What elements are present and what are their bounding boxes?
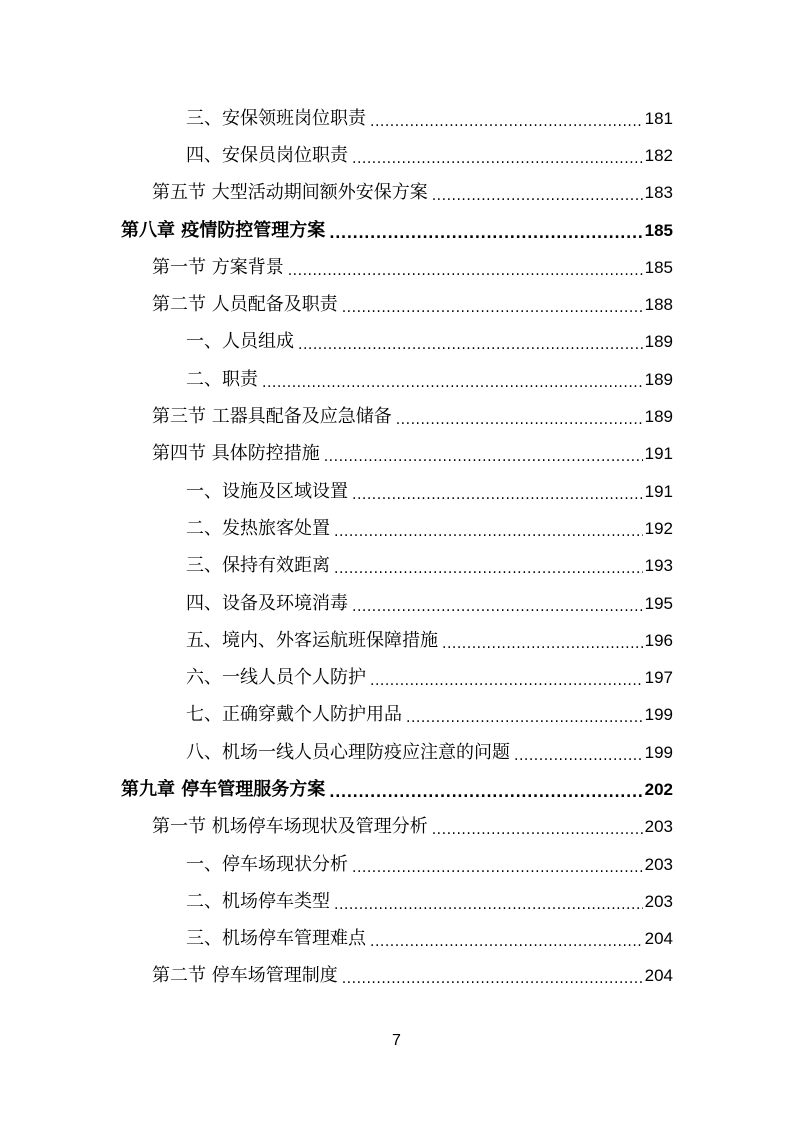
toc-entry-page: 189	[644, 332, 673, 352]
toc-dot-leader	[370, 930, 643, 954]
toc-entry-page: 199	[644, 705, 673, 725]
toc-dot-leader	[342, 296, 643, 320]
toc-entry-title: 第八章 疫情防控管理方案	[121, 219, 326, 241]
toc-entry-title: 八、机场一线人员心理防疫应注意的问题	[186, 741, 510, 763]
toc-entry-page: 185	[644, 257, 673, 277]
toc-dot-leader	[334, 893, 643, 917]
toc-entry-item[interactable]	[0, 361, 793, 398]
toc-entry-title: 三、机场停车管理难点	[186, 928, 366, 950]
table-of-contents	[0, 100, 793, 995]
toc-entry-page: 203	[644, 854, 673, 874]
toc-entry-page: 183	[644, 183, 673, 203]
toc-entry-section[interactable]	[0, 958, 793, 995]
toc-dot-leader	[334, 557, 643, 581]
toc-entry-item[interactable]	[0, 137, 793, 174]
toc-entry-page: 185	[644, 220, 673, 240]
toc-dot-leader	[342, 967, 643, 991]
toc-dot-leader	[329, 222, 642, 246]
toc-entry-page: 203	[644, 817, 673, 837]
toc-dot-leader	[352, 147, 643, 171]
toc-entry-title: 第一节 方案背景	[152, 256, 284, 278]
toc-dot-leader	[288, 259, 643, 283]
toc-entry-title: 第五节 大型活动期间额外安保方案	[152, 182, 428, 204]
toc-entry-title: 第一节 机场停车场现状及管理分析	[152, 816, 428, 838]
toc-entry-item[interactable]	[0, 548, 793, 585]
toc-entry-page: 197	[644, 668, 673, 688]
toc-entry-page: 195	[644, 593, 673, 613]
toc-entry-page: 188	[644, 295, 673, 315]
toc-entry-title: 一、设施及区域设置	[186, 480, 348, 502]
toc-entry-section[interactable]	[0, 809, 793, 846]
toc-dot-leader	[298, 333, 643, 357]
toc-entry-section[interactable]	[0, 436, 793, 473]
toc-dot-leader	[352, 856, 643, 880]
toc-entry-title: 二、职责	[186, 368, 258, 390]
toc-entry-title: 四、设备及环境消毒	[186, 592, 348, 614]
toc-entry-page: 204	[644, 966, 673, 986]
toc-entry-title: 六、一线人员个人防护	[186, 667, 366, 689]
toc-entry-title: 第二节 停车场管理制度	[152, 965, 338, 987]
toc-entry-page: 191	[644, 481, 673, 501]
toc-dot-leader	[432, 818, 643, 842]
toc-entry-item[interactable]	[0, 921, 793, 958]
toc-dot-leader	[334, 520, 643, 544]
toc-entry-title: 第九章 停车管理服务方案	[121, 778, 326, 800]
toc-entry-page: 191	[644, 444, 673, 464]
toc-entry-chapter[interactable]	[0, 771, 793, 808]
toc-dot-leader	[352, 595, 643, 619]
toc-entry-page: 203	[644, 891, 673, 911]
toc-entry-title: 第二节 人员配备及职责	[152, 294, 338, 316]
toc-entry-page: 193	[644, 556, 673, 576]
toc-entry-title: 五、境内、外客运航班保障措施	[186, 629, 438, 651]
toc-entry-item[interactable]	[0, 585, 793, 622]
toc-entry-item[interactable]	[0, 622, 793, 659]
toc-entry-title: 四、安保员岗位职责	[186, 144, 348, 166]
toc-entry-item[interactable]	[0, 100, 793, 137]
toc-entry-item[interactable]	[0, 846, 793, 883]
toc-entry-page: 204	[644, 929, 673, 949]
toc-entry-section[interactable]	[0, 249, 793, 286]
toc-dot-leader	[329, 781, 642, 805]
toc-dot-leader	[514, 744, 643, 768]
toc-entry-title: 七、正确穿戴个人防护用品	[186, 704, 402, 726]
toc-entry-title: 第四节 具体防控措施	[152, 443, 320, 465]
toc-entry-item[interactable]	[0, 697, 793, 734]
toc-entry-page: 189	[644, 369, 673, 389]
toc-entry-section[interactable]	[0, 286, 793, 323]
toc-entry-title: 三、保持有效距离	[186, 555, 330, 577]
toc-entry-item[interactable]	[0, 734, 793, 771]
toc-entry-item[interactable]	[0, 473, 793, 510]
toc-entry-title: 第三节 工器具配备及应急储备	[152, 406, 392, 428]
toc-entry-item[interactable]	[0, 659, 793, 696]
toc-dot-leader	[324, 445, 643, 469]
toc-entry-page: 202	[644, 779, 673, 799]
toc-dot-leader	[352, 483, 643, 507]
toc-entry-title: 一、停车场现状分析	[186, 853, 348, 875]
toc-entry-section[interactable]	[0, 175, 793, 212]
toc-entry-page: 182	[644, 145, 673, 165]
toc-dot-leader	[396, 408, 643, 432]
toc-entry-page: 199	[644, 742, 673, 762]
toc-dot-leader	[370, 110, 643, 134]
toc-dot-leader	[406, 706, 643, 730]
toc-entry-title: 二、机场停车类型	[186, 890, 330, 912]
toc-dot-leader	[442, 632, 643, 656]
toc-dot-leader	[432, 184, 643, 208]
toc-entry-page: 181	[644, 108, 673, 128]
toc-dot-leader	[262, 371, 643, 395]
toc-entry-page: 192	[644, 518, 673, 538]
toc-entry-item[interactable]	[0, 324, 793, 361]
toc-entry-section[interactable]	[0, 398, 793, 435]
toc-entry-item[interactable]	[0, 883, 793, 920]
toc-entry-page: 189	[644, 407, 673, 427]
toc-entry-page: 196	[644, 630, 673, 650]
toc-dot-leader	[370, 669, 643, 693]
toc-entry-chapter[interactable]	[0, 212, 793, 249]
toc-entry-title: 一、人员组成	[186, 331, 294, 353]
page-number: 7	[392, 1032, 401, 1049]
toc-entry-item[interactable]	[0, 510, 793, 547]
toc-entry-title: 三、安保领班岗位职责	[186, 107, 366, 129]
toc-entry-title: 二、发热旅客处置	[186, 517, 330, 539]
